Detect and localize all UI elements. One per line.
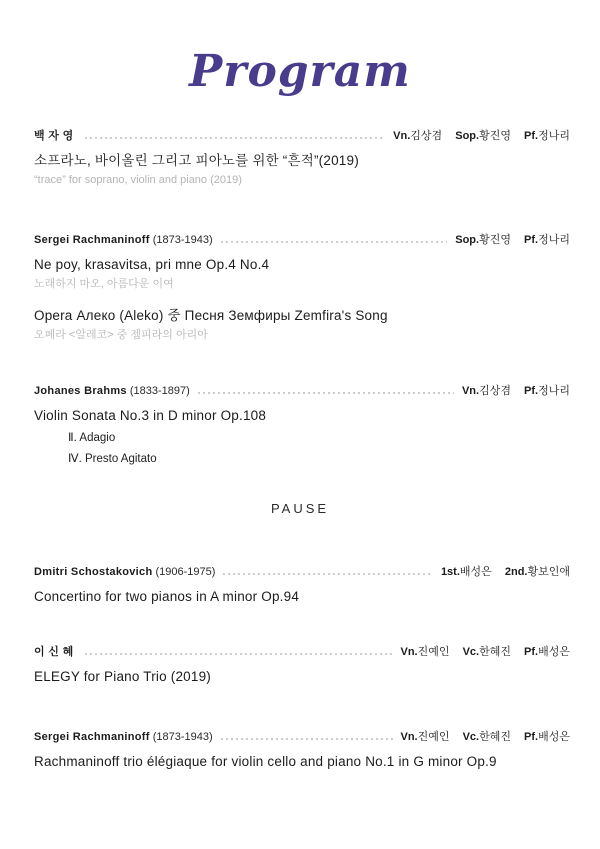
work-title: ELEGY for Piano Trio (2019) [34, 669, 211, 684]
page-title: Program [189, 46, 411, 97]
performer-list [401, 645, 571, 659]
performer-list [393, 129, 570, 143]
performer-role: Vn. [400, 731, 418, 743]
pause-label: PAUSE [270, 501, 330, 516]
entry-header [34, 233, 570, 247]
dotted-leader [85, 137, 386, 139]
work [34, 407, 570, 466]
performer-list [441, 565, 570, 579]
composer-dates: (1833-1897) [129, 385, 190, 397]
performer-role: Pf. [524, 731, 539, 743]
work-subtitle: “trace” for soprano, violin and piano (2019) [34, 174, 242, 186]
performer-role: Sop. [455, 234, 480, 246]
program-entry-1 [34, 129, 570, 187]
performer-name: 정나리 [538, 234, 570, 246]
performer-name: 진예인 [417, 731, 450, 743]
performer-name: 배성은 [538, 731, 570, 743]
work-title: Opera Алеко (Aleko) 중 Песня Земфиры Zemfira's Song [34, 308, 388, 323]
performer-name: 김상겸 [479, 385, 511, 397]
performer [455, 130, 511, 142]
composer-name: Dmitri Schostakovich [34, 566, 153, 578]
performer-name: 정나리 [538, 130, 570, 142]
performer [524, 646, 570, 658]
performer-role: Pf. [524, 234, 539, 246]
composer-name: Johanes Brahms [34, 385, 127, 397]
performer-role: 2nd. [504, 566, 528, 578]
work [34, 256, 570, 291]
performer [524, 731, 570, 743]
program-entry-2 [34, 233, 570, 342]
performer-name: 황보인애 [527, 566, 570, 578]
work-title: Ne poy, krasavitsa, pri mne Op.4 No.4 [34, 257, 270, 272]
performer [524, 385, 570, 397]
performer-name: 배성은 [459, 566, 492, 578]
performer-role: Pf. [524, 385, 539, 397]
performer [393, 130, 442, 142]
performer [401, 731, 450, 743]
performer-name: 진예인 [417, 646, 450, 658]
work-movement: Ⅳ. Presto Agitato [68, 453, 157, 465]
composer-name: Sergei Rachmaninoff [34, 234, 150, 246]
performer-role: Vc. [462, 731, 480, 743]
performer-list [462, 384, 570, 398]
work-title: Violin Sonata No.3 in D minor Op.108 [34, 408, 267, 423]
performer [505, 566, 570, 578]
performer-name: 한혜진 [479, 731, 511, 743]
performer-role: Vn. [461, 385, 480, 397]
performer-role: Vn. [393, 130, 411, 142]
performer [401, 646, 450, 658]
performer [524, 234, 570, 246]
performer-role: 1st. [440, 566, 460, 578]
performer-role: Vn. [400, 646, 418, 658]
composer-name: Sergei Rachmaninoff [34, 731, 150, 743]
performer-name: 김상겸 [410, 130, 443, 142]
performer-name: 황진영 [479, 234, 511, 246]
performer-role: Pf. [524, 646, 539, 658]
dotted-leader [221, 738, 393, 740]
performer-role: Sop. [455, 130, 480, 142]
entry-header [34, 645, 570, 659]
composer-name: 이 신 혜 [34, 646, 74, 658]
work-title: 소프라노, 바이올린 그리고 피아노를 위한 “흔적”(2019) [34, 153, 359, 168]
work-title: Concertino for two pianos in A minor Op.94 [34, 589, 300, 604]
performer [463, 646, 511, 658]
program-entry-5 [34, 645, 570, 685]
entry-header [34, 565, 570, 579]
entry-header [34, 384, 570, 398]
work [34, 588, 570, 605]
composer-dates: (1906-1975) [155, 566, 216, 578]
performer-role: Vc. [462, 646, 480, 658]
entry-header [34, 129, 570, 143]
dotted-leader [85, 653, 393, 655]
work-subtitle: 노래하지 마오, 아름다운 이여 [34, 278, 174, 290]
composer-name: 백 자 영 [34, 130, 74, 142]
composer-dates: (1873-1943) [152, 234, 213, 246]
performer-name: 황진영 [479, 130, 511, 142]
composer-dates: (1873-1943) [152, 731, 213, 743]
performer-role: Pf. [524, 130, 539, 142]
work-movement: Ⅱ. Adagio [68, 432, 116, 444]
performer-list [455, 233, 570, 247]
dotted-leader [198, 392, 454, 394]
program-entry-4 [34, 565, 570, 605]
program-entry-3 [34, 384, 570, 466]
dotted-leader [221, 241, 448, 243]
performer-name: 한혜진 [479, 646, 511, 658]
work [34, 753, 570, 770]
program-entry-6 [34, 730, 570, 770]
work [34, 307, 570, 342]
entry-header [34, 730, 570, 744]
dotted-leader [223, 573, 433, 575]
performer-name: 배성은 [538, 646, 570, 658]
work [34, 668, 570, 685]
performer [462, 385, 511, 397]
performer [463, 731, 511, 743]
work-subtitle: 오페라 <알레코> 중 젬피라의 아리아 [34, 329, 208, 341]
work [34, 152, 570, 187]
performer-list [401, 730, 571, 744]
work-title: Rachmaninoff trio élégiaque for violin cello and piano No.1 in G minor Op.9 [34, 754, 497, 769]
performer [524, 130, 570, 142]
performer [455, 234, 511, 246]
performer [441, 566, 492, 578]
performer-name: 정나리 [538, 385, 570, 397]
